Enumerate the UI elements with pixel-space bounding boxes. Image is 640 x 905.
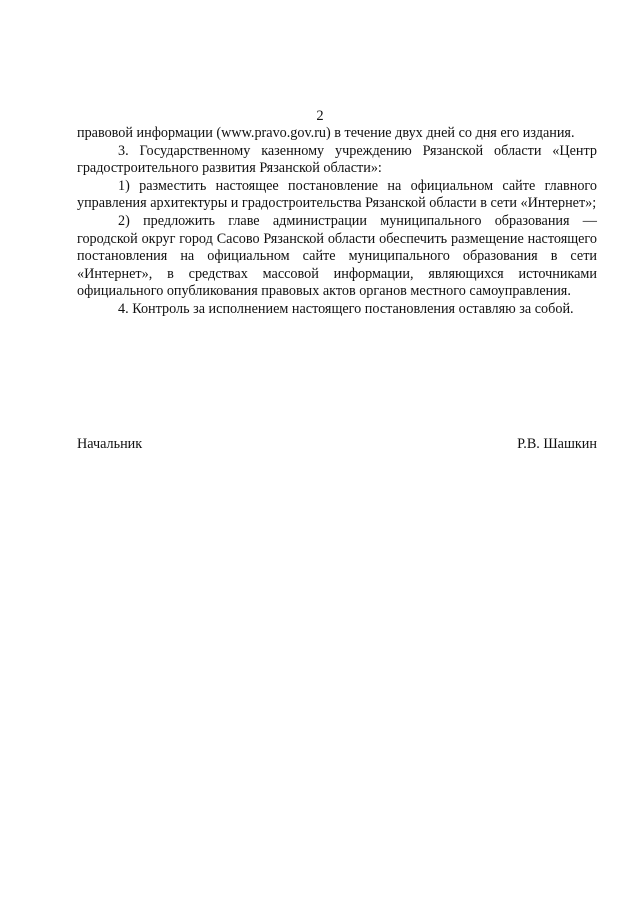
paragraph-publication-continuation: правовой информации (www.pravo.gov.ru) в течение двух дней со дня его издания. [77,125,575,141]
paragraph-subitem-2: 2) предложить главе администрации муниципального образования — городской округ город Сасово Рязанской области обеспечить размещение настоящего постановления на официальном сайте муниципального образования в сети «Интернет», в средствах массовой информации, являющихся источниками официального опубликования правовых актов органов местного самоуправления. [77,212,597,300]
paragraph-item-3: 3. Государственному казенному учреждению Рязанской области «Центр градостроительного развития Рязанской области»: [77,142,597,177]
signature-block [77,436,597,454]
paragraph-item-4: 4. Контроль за исполнением настоящего постановления оставляю за собой. [118,300,574,317]
page-number: 2 [316,108,324,124]
signatory-name: Р.В. Шашкин [517,436,597,452]
paragraph-subitem-1: 1) разместить настоящее постановление на официальном сайте главного управления архитектуры и градостроительства Рязанской области в сети «Интернет»; [77,177,597,212]
signatory-position: Начальник [77,436,143,452]
document-body [77,125,597,319]
